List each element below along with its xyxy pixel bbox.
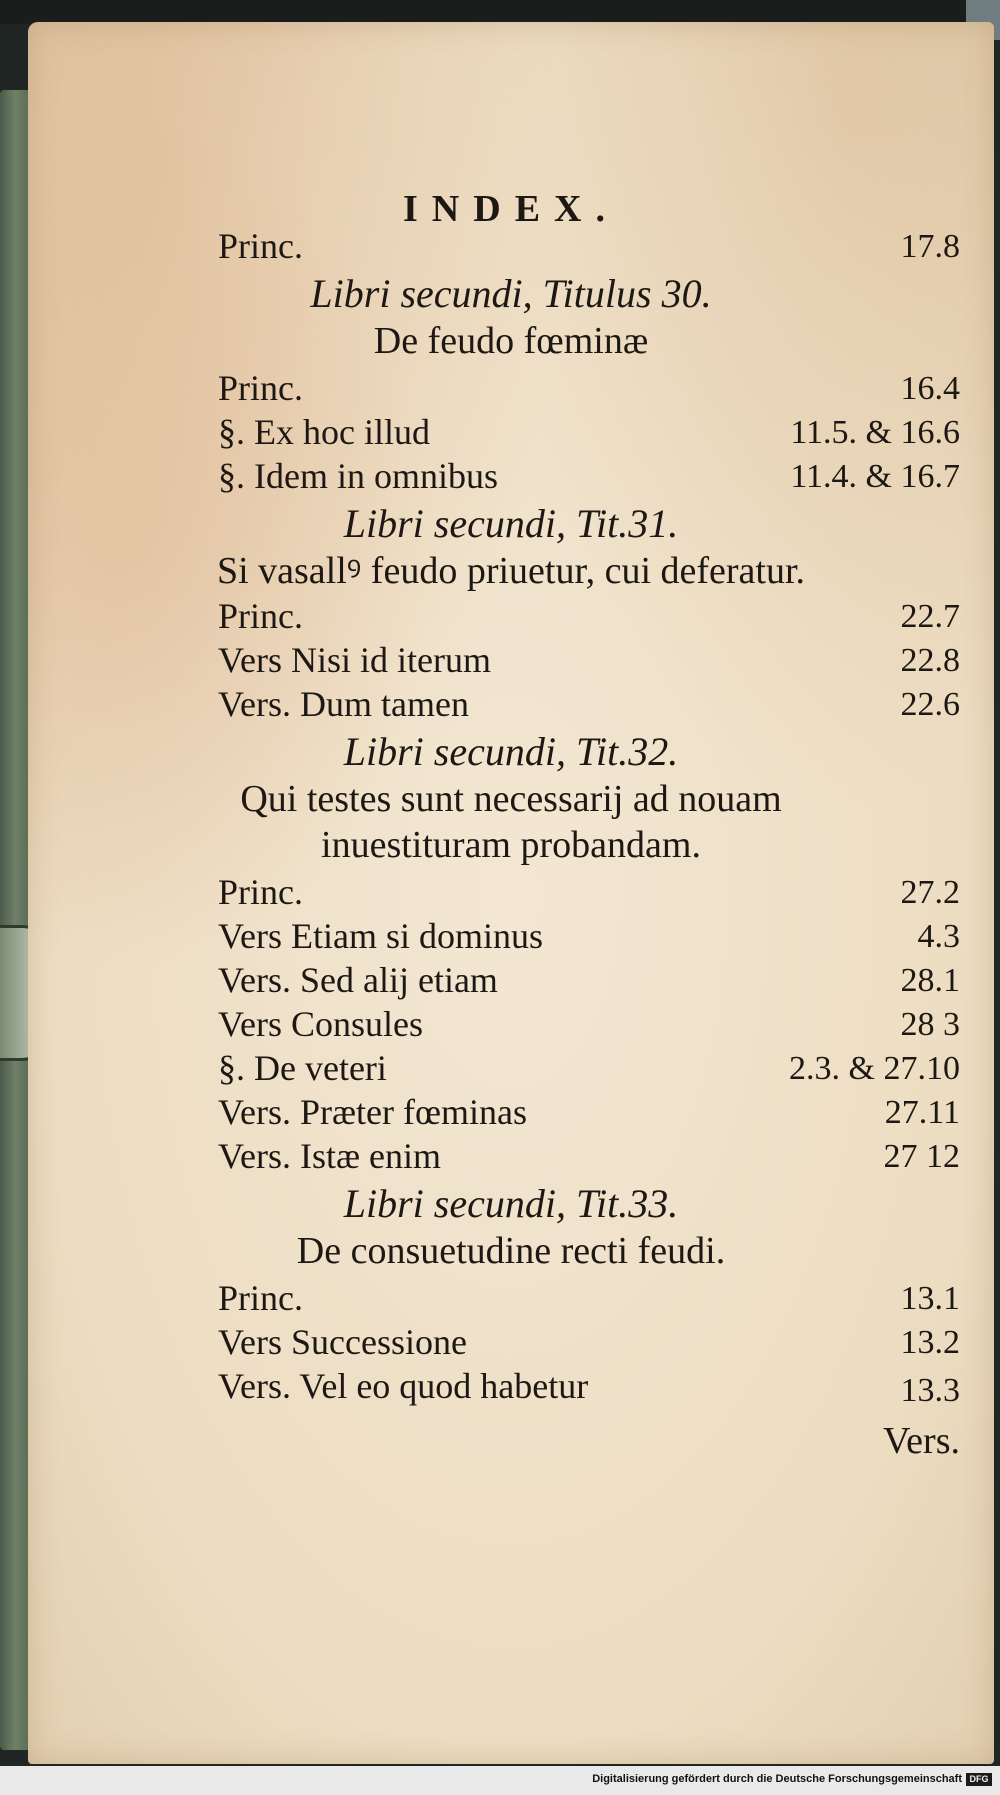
- index-entry-label: Vers Nisi id iterum: [218, 640, 491, 680]
- section-subtitle: Si vasallꝰ feudo priuetur, cui deferatur.: [216, 550, 806, 592]
- index-entry-label: Princ.: [218, 872, 303, 912]
- index-entry-label: Vers. Vel eo quod habetur: [218, 1366, 589, 1406]
- index-entry-label: Vers. Dum tamen: [218, 684, 469, 724]
- index-entry-page: 22.6: [900, 686, 960, 723]
- index-entry-label: Vers Consules: [218, 1004, 423, 1044]
- index-entry-label: Princ.: [218, 596, 303, 636]
- section-subtitle: Qui testes sunt necessarij ad nouam: [240, 778, 782, 820]
- index-entry-page: 27 12: [883, 1138, 960, 1175]
- index-entry-page: 4.3: [917, 918, 960, 955]
- index-entry-page: 22.7: [900, 598, 960, 635]
- index-entry-page: 28.1: [900, 962, 960, 999]
- index-entry-label: Princ.: [218, 1278, 303, 1318]
- index-entry-page: 13.3: [900, 1372, 960, 1409]
- index-entry-page: 13.1: [900, 1280, 960, 1317]
- index-entry-label: §. Ex hoc illud: [218, 412, 430, 452]
- index-entry-page: 27.2: [900, 874, 960, 911]
- index-entry-page: 28 3: [900, 1006, 960, 1043]
- section-heading: Libri secundi, Tit.32.: [343, 729, 679, 774]
- index-entry-label: §. Idem in omnibus: [218, 456, 498, 496]
- index-entry-page: 11.5. & 16.6: [790, 414, 960, 451]
- catchword: Vers.: [882, 1420, 960, 1462]
- page-title: INDEX.: [403, 188, 619, 230]
- index-entry-page: 22.8: [900, 642, 960, 679]
- index-entry-label: Princ.: [218, 368, 303, 408]
- dfg-logo: DFG: [966, 1773, 992, 1786]
- footer-credit: Digitalisierung gefördert durch die Deutsche Forschungsgemeinschaft: [592, 1773, 962, 1785]
- section-heading: Libri secundi, Tit.31.: [343, 501, 679, 546]
- index-entry-page: 13.2: [900, 1324, 960, 1361]
- index-entry-label: Vers. Istæ enim: [218, 1136, 441, 1176]
- index-entry-page: 16.4: [900, 370, 960, 407]
- index-entry-label: Vers Etiam si dominus: [218, 916, 543, 956]
- book-page: [28, 22, 994, 1764]
- section-heading: Libri secundi, Titulus 30.: [310, 271, 712, 316]
- scan-top-edge: [0, 0, 1000, 24]
- index-entry-label: Vers. Sed alij etiam: [218, 960, 498, 1000]
- index-entry-page: 11.4. & 16.7: [790, 458, 960, 495]
- index-entry-page: 2.3. & 27.10: [789, 1050, 960, 1087]
- index-entry-page: 27.11: [884, 1094, 960, 1131]
- section-subtitle: De consuetudine recti feudi.: [296, 1230, 726, 1272]
- index-entry-label: Vers Successione: [218, 1322, 467, 1362]
- section-subtitle: inuestituram probandam.: [321, 824, 701, 866]
- index-entry-label: Princ.: [218, 226, 303, 266]
- section-subtitle: De feudo fœminæ: [373, 320, 649, 362]
- index-entry-label: §. De veteri: [218, 1048, 387, 1088]
- section-heading: Libri secundi, Tit.33.: [343, 1181, 679, 1226]
- index-entry-label: Vers. Præter fœminas: [218, 1092, 527, 1132]
- index-entry-page: 17.8: [900, 228, 960, 265]
